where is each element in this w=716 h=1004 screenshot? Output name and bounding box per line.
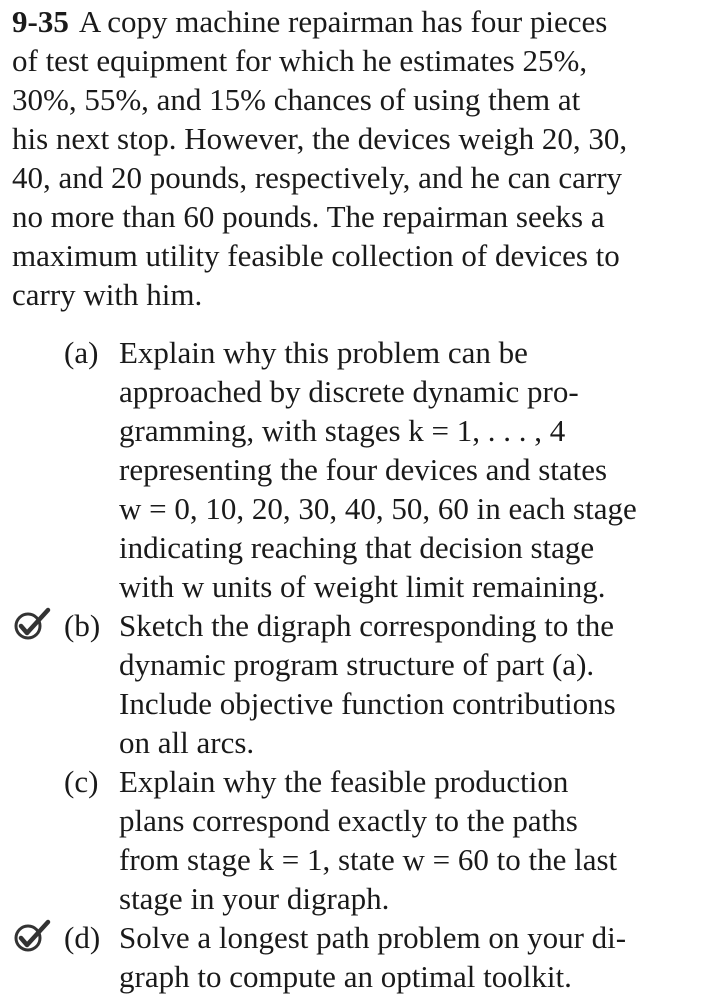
part-line: approached by discrete dynamic pro- bbox=[119, 374, 579, 409]
intro-line: 30%, 55%, and 15% chances of using them at bbox=[12, 82, 581, 117]
intro-line: of test equipment for which he estimates 25%, bbox=[12, 43, 588, 78]
intro-line: maximum utility feasible collection of devices to bbox=[12, 238, 620, 273]
part-line: Solve a longest path problem on your di- bbox=[119, 920, 627, 955]
part-label: (c) bbox=[64, 764, 99, 799]
part-line: on all arcs. bbox=[119, 725, 255, 760]
intro-line: no more than 60 pounds. The repairman seeks a bbox=[12, 199, 605, 234]
part-line: Sketch the digraph corresponding to the bbox=[119, 608, 615, 643]
part-label: (b) bbox=[64, 608, 101, 643]
check-icon bbox=[12, 606, 52, 642]
check-icon bbox=[12, 918, 52, 954]
part-line: plans correspond exactly to the paths bbox=[119, 803, 578, 838]
intro-line: carry with him. bbox=[12, 277, 203, 312]
part-line: stage in your digraph. bbox=[119, 881, 390, 916]
part-line: Include objective function contributions bbox=[119, 686, 616, 721]
part-line: Explain why this problem can be bbox=[119, 335, 528, 370]
part-line: with w units of weight limit remaining. bbox=[119, 569, 606, 604]
intro-line-text: A copy machine repairman has four pieces bbox=[78, 4, 608, 39]
part-line: from stage k = 1, state w = 60 to the last bbox=[119, 842, 618, 877]
part-line: indicating reaching that decision stage bbox=[119, 530, 595, 565]
part-line: Explain why the feasible production bbox=[119, 764, 569, 799]
intro-line: 40, and 20 pounds, respectively, and he can carry bbox=[12, 160, 623, 195]
part-line: gramming, with stages k = 1, . . . , 4 bbox=[119, 413, 566, 448]
part-line: w = 0, 10, 20, 30, 40, 50, 60 in each stage bbox=[119, 491, 637, 526]
intro-line: his next stop. However, the devices weigh 20, 30, bbox=[12, 121, 628, 156]
part-line: dynamic program structure of part (a). bbox=[119, 647, 595, 682]
intro-line bbox=[12, 2, 692, 41]
problem-number: 9-35 bbox=[12, 4, 69, 39]
part-line: representing the four devices and states bbox=[119, 452, 608, 487]
part-label: (a) bbox=[64, 335, 99, 370]
part-label: (d) bbox=[64, 920, 101, 955]
part-line: graph to compute an optimal toolkit. bbox=[119, 959, 572, 994]
